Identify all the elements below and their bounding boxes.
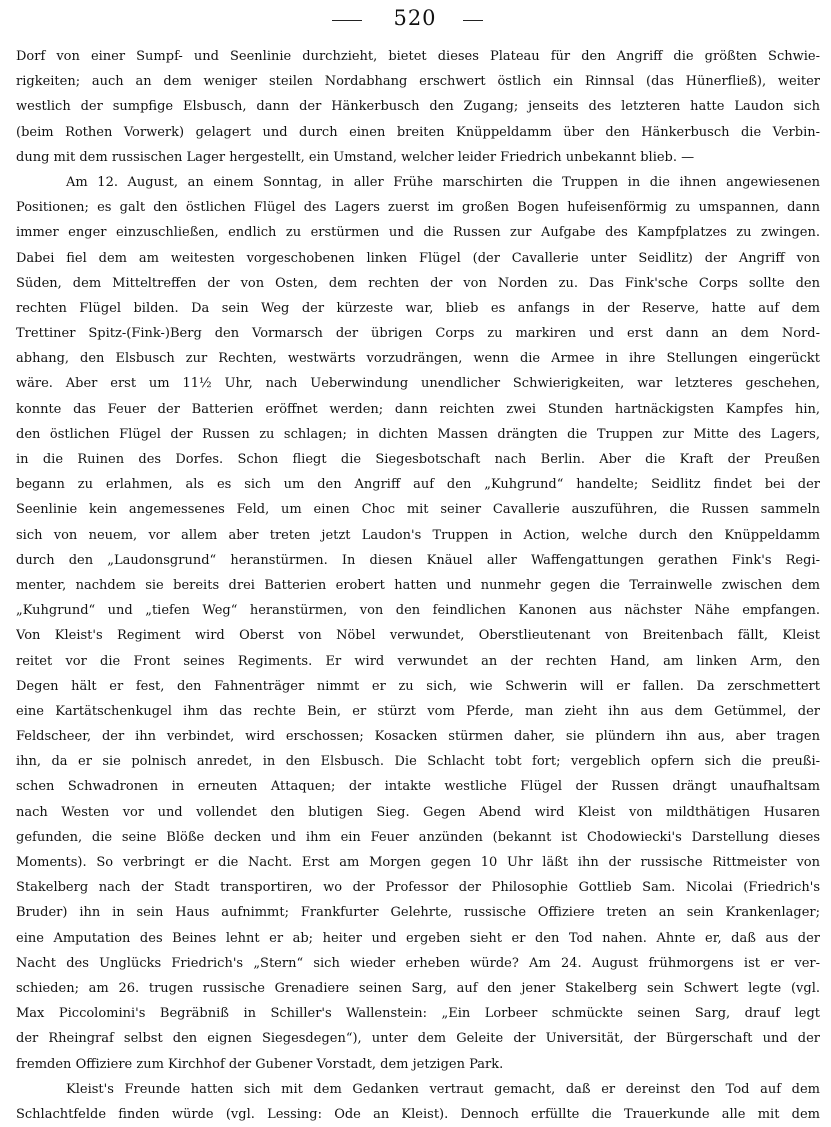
text-line: Von Kleist's Regiment wird Oberst von Nöbel verwundet, Oberstlieutenant von Breitenbach fällt, Kleist: [16, 628, 820, 644]
text-line: gefunden, die seine Blöße decken und ihm ein Feuer anzünden (bekannt ist Chodowiecki's Darstellung dieses: [16, 829, 820, 845]
text-line: Stakelberg nach der Stadt transportiren, wo der Professor der Philosophie Gottlieb Sam. Nicolai (Friedrich's: [16, 880, 820, 896]
text-line: durch den „Laudonsgrund“ heranstürmen. In diesen Knäuel aller Waffengattungen gerathen Fink's Regi-: [16, 552, 820, 568]
text-line: ihn, da er sie polnisch anredet, in den Elsbusch. Die Schlacht tobt fort; vergeblich opfern sich die preußi-: [16, 754, 820, 770]
text-line: Dabei fiel dem am weitesten vorgeschobenen linken Flügel (der Cavallerie unter Seidlitz) der Angriff von: [16, 250, 820, 266]
text-line: abhang, den Elsbusch zur Rechten, westwärts vorzudrängen, wenn die Armee in ihre Stellungen eingerückt: [16, 351, 820, 367]
text-line: immer enger einzuschließen, endlich zu erstürmen und die Russen zur Aufgabe des Kampfplatzes zu zwingen.: [16, 225, 820, 241]
text-line: Positionen; es galt den östlichen Flügel des Lagers zuerst im großen Bogen hufeisenförmig zu umspannen, dann: [16, 200, 820, 216]
text-line: (beim Rothen Vorwerk) gelagert und durch einen breiten Knüppeldamm über den Hänkerbusch die Verbin-: [16, 124, 820, 140]
text-line: konnte das Feuer der Batterien eröffnet werden; dann reichten zwei Stunden hartnäckigsten Kampfes hin,: [16, 401, 820, 417]
text-line: sich von neuem, vor allem aber treten jetzt Laudon's Truppen in Action, welche durch den Knüppeldamm: [16, 527, 820, 543]
text-line: menter, nachdem sie bereits drei Batterien erobert hatten und nunmehr gegen die Terrainwelle zwischen dem: [16, 577, 820, 593]
text-line: den östlichen Flügel der Russen zu schlagen; in dichten Massen drängten die Truppen zur Mitte des Lagers,: [16, 426, 820, 442]
text-line: reitet vor die Front seines Regiments. Er wird verwundet an der rechten Hand, am linken Arm, den: [16, 653, 820, 669]
text-line: Trettiner Spitz-(Fink-)Berg den Vormarsch der übrigen Corps zu markiren und erst dann an dem Nord-: [16, 326, 820, 342]
body-text: [16, 44, 820, 1127]
text-line: Am 12. August, an einem Sonntag, in aller Frühe marschirten die Truppen in die ihnen angewiesenen: [66, 174, 820, 190]
header-rule-right: [463, 20, 483, 21]
text-line: der Rheingraf selbst den eignen Siegesdegen“), unter dem Geleite der Universität, der Bürgerschaft und der: [16, 1031, 820, 1047]
text-line: Bruder) ihn in sein Haus aufnimmt; Frankfurter Gelehrte, russische Offiziere treten an sein Krankenlager;: [16, 905, 820, 921]
text-line: in die Ruinen des Dorfes. Schon fliegt die Siegesbotschaft nach Berlin. Aber die Kraft der Preußen: [16, 452, 820, 467]
text-line: Dorf von einer Sumpf- und Seenlinie durchzieht, bietet dieses Plateau für den Angriff die größten Schwie-: [16, 49, 820, 64]
text-line: nach Westen vor und vollendet den blutigen Sieg. Gegen Abend wird Kleist von mildthätigen Husaren: [16, 804, 820, 820]
text-line: eine Amputation des Beines lehnt er ab; heiter und ergeben sieht er den Tod nahen. Ahnte er, daß aus der: [16, 930, 820, 946]
page-header: [0, 4, 831, 34]
text-line: Max Piccolomini's Begräbniß in Schiller's Wallenstein: „Ein Lorbeer schmückte seinen Sarg, drauf legt: [16, 1006, 820, 1022]
text-line: schieden; am 26. trugen russische Grenadiere seinen Sarg, auf den jener Stakelberg sein Schwert legte (vgl.: [16, 980, 820, 996]
text-line: westlich der sumpfige Elsbusch, dann der Hänkerbusch den Zugang; jenseits des letzteren hatte Laudon sich: [16, 99, 820, 115]
text-line: Moments). So verbringt er die Nacht. Erst am Morgen gegen 10 Uhr läßt ihn der russische Rittmeister von: [16, 855, 820, 870]
text-line: Schlachtfelde finden würde (vgl. Lessing: Ode an Kleist). Dennoch erfüllte die Trauerkunde alle mit dem: [16, 1106, 820, 1122]
text-line: eine Kartätschenkugel ihm das rechte Bein, er stürzt vom Pferde, man zieht ihn aus dem Getümmel, der: [16, 703, 820, 719]
text-line: „Kuhgrund“ und „tiefen Weg“ heranstürmen, von den feindlichen Kanonen aus nächster Nähe empfangen.: [16, 603, 820, 619]
text-line: schen Schwadronen in erneuten Attaquen; der intakte westliche Flügel der Russen drängt unaufhaltsam: [16, 779, 820, 795]
text-line: Nacht des Unglücks Friedrich's „Stern“ sich wieder erheben würde? Am 24. August frühmorgens ist er ver-: [16, 955, 820, 971]
text-line: begann zu erlahmen, als es sich um den Angriff auf den „Kuhgrund“ handelte; Seidlitz findet bei der: [16, 477, 820, 493]
text-line: rechten Flügel bilden. Da sein Weg der kürzeste war, blieb es anfangs in der Reserve, hatte auf dem: [16, 300, 820, 316]
text-line: dung mit dem russischen Lager hergestellt, ein Umstand, welcher leider Friedrich unbekannt blieb. —: [16, 149, 695, 165]
text-line: fremden Offiziere zum Kirchhof der Gubener Vorstadt, dem jetzigen Park.: [16, 1056, 504, 1072]
page-number: 520: [393, 6, 437, 30]
text-line: wäre. Aber erst um 11½ Uhr, nach Ueberwindung unendlicher Schwierigkeiten, war letzteres geschehen,: [16, 376, 820, 392]
header-rule-left: [332, 20, 362, 21]
text-line: Seenlinie kein angemessenes Feld, um einen Choc mit seiner Cavallerie auszuführen, die Russen sammeln: [16, 502, 820, 518]
text-line: Kleist's Freunde hatten sich mit dem Gedanken vertraut gemacht, daß er dereinst den Tod auf dem: [66, 1081, 820, 1097]
text-line: Degen hält er fest, den Fahnenträger nimmt er zu sich, wie Schwerin will er fallen. Da zerschmettert: [16, 678, 820, 694]
text-line: rigkeiten; auch an dem weniger steilen Nordabhang erschwert östlich ein Rinnsal (das Hünerfließ), weiter: [16, 74, 820, 90]
text-line: Feldscheer, der ihn verbindet, wird erschossen; Kosacken stürmen daher, sie plündern ihn aus, aber tragen: [16, 729, 820, 745]
text-line: Süden, dem Mitteltreffen der von Osten, dem rechten der von Norden zu. Das Fink'sche Corps sollte den: [16, 275, 820, 291]
